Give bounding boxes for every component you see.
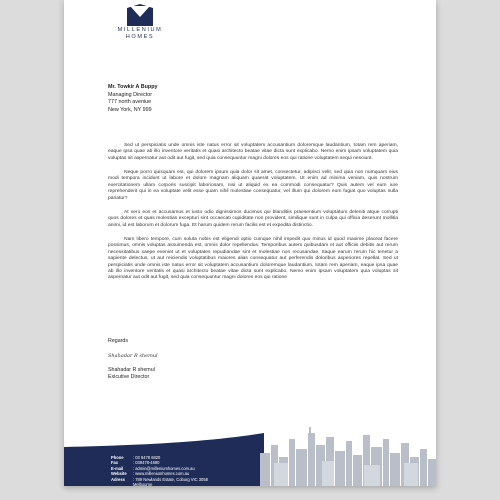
recipient-title: Managing Director: [108, 91, 153, 98]
envelope-house-icon: [127, 4, 153, 26]
footer: [64, 415, 436, 486]
contact-info: [111, 455, 208, 486]
signer-block: [108, 367, 155, 381]
contact-label: Website: [111, 471, 127, 477]
letter-body: [108, 143, 398, 290]
paragraph-3: At vero eos et accusamus et iusto odio dignissimos ducimus qui blanditiis praesentium voluptatum deleniti atque corrupti quos dolores et quas molestias excepturi sint occaecati cupiditate non provident, similique sunt in culpa qui officia deserunt mollitia animi, id est laborum et dolorum fuga. Et harum quidem rerum facilis est et expedita distinctio.: [108, 209, 398, 228]
brand-name: [105, 27, 175, 41]
contact-label: Fax: [111, 460, 119, 466]
closing: Regards: [108, 338, 129, 344]
recipient-name: Mr. Towkir A Buppy: [108, 84, 158, 90]
signer-title: Exicutive Director: [108, 374, 150, 381]
recipient-block: [108, 84, 158, 114]
paragraph-2: Neque porro quisquam est, qui dolorem ipsum quia dolor sit amet, consectetur, adipisci velit, sed quia non numquam eius modi tempora incidunt ut labore et dolore magnam aliquam quaerat voluptatem. Ut enim ad minima veniam, quis nostrum exercitationem ullam corporis suscipit laboriosam, nisi ut aliquid ex ea commodi consequatur? Quis autem vel eum iure reprehenderit qui in ea voluptate velit esse quam nihil molestiae consequatur, vel illum qui dolorem eum fugiat quo voluptas nulla pariatur?: [108, 169, 398, 201]
contact-value: : 039478-4690: [133, 460, 160, 466]
recipient-city: New York, NY 999: [108, 106, 152, 113]
recipient-street: 777 north aveniue: [108, 99, 152, 106]
brand-line-1: MILLENIUM: [117, 27, 163, 33]
contact-label: Phone: [111, 455, 124, 460]
contact-label: Adress: [111, 476, 125, 482]
signature: Shahadar R shemul: [108, 353, 158, 359]
contact-row-address-city: [111, 482, 208, 486]
paragraph-1: Sed ut perspiciatis unde omnis iste natus error sit voluptatem accusantium doloremque laudantium, totam rem aperiam, eaque ipsa quae ab illo inventore veritatis et quasi architecto beatae vitae dicta sunt explicabo. Nemo enim ipsam voluptatem quia voluptas sit aspernatur aut odit aut fugit, sed quia consequuntur magni dolores eos qui ratione voluptatem sequi nesciunt.: [108, 143, 398, 161]
contact-label: [111, 482, 133, 486]
letterhead-page: [64, 0, 436, 486]
contact-value: Melbourne: [133, 482, 153, 486]
brand-line-2: HOMES: [125, 34, 155, 40]
brand-logo: [105, 4, 175, 41]
paragraph-4: Nam libero tempore, cum soluta nobis est eligendi optio cumque nihil impedit quo minus id quod maxime placeat facere possimus, omnis voluptas assumenda est, omnis dolor repellendus. Temporibus autem quibusdam et aut officiis debitis aut rerum necessitatibus saepe eveniet ut et voluptates repudiandae sint et molestiae non recusandae. Itaque earum rerum hic tenetur a sapiente delectus, ut aut reiciendis voluptatibus maiores alias consequatur aut perferendis doloribus asperiores repellat. Sed ut perspiciatis unde omnis iste natus error sit voluptatem accusantium doloremque laudantium, totam rem aperiam, eaque ipsa quae ab illo inventore veritatis et quasi architecto beatae vitae dicta sunt explicabo. Nemo enim ipsam voluptatem quia voluptas sit aspernatur aut odit aut fugit, sed quia consequuntur magni dolores eos qui ratione: [108, 236, 398, 281]
signer-name: Shahadar R shemul: [108, 367, 155, 373]
contact-value[interactable]: : www.milleniumhomes.com.au: [133, 471, 190, 477]
contact-label: E-mail: [111, 465, 124, 471]
contact-value: : 03 9478 6820: [133, 455, 161, 460]
contact-value[interactable]: : admin@milleniumhomes.com.au: [133, 465, 195, 471]
contact-value: : 789 Newlands Estate, Coburg VIC 3058: [133, 476, 208, 482]
